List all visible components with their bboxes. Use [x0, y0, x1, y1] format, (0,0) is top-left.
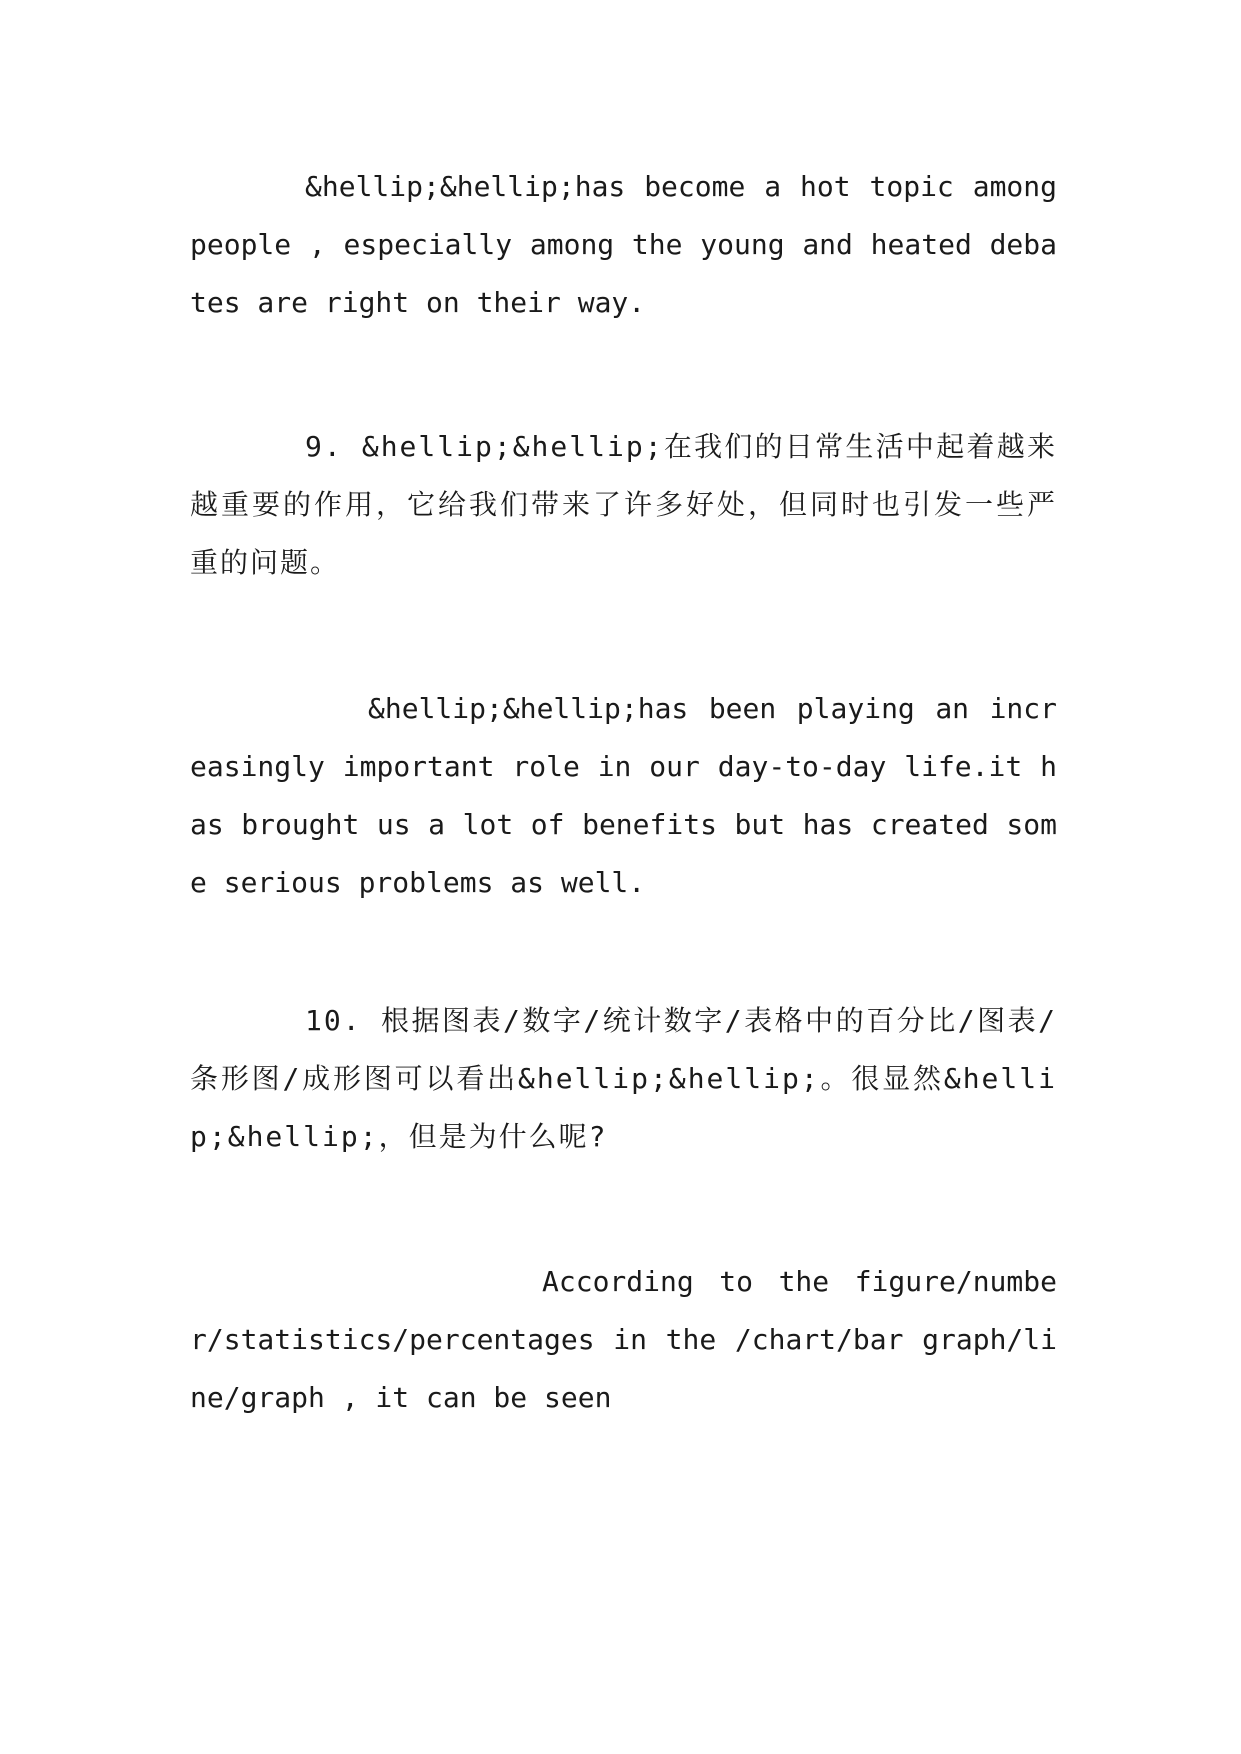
paragraph-item-10-english: According to the figure/number/statistics/percentages in the /chart/bar graph/line/graph , it can be seen [190, 1265, 1057, 1414]
paragraph-item-9-chinese: 9. &hellip;&hellip;在我们的日常生活中起着越来越重要的作用，它给我们带来了许多好处，但同时也引发一些严重的问题。 [190, 430, 1057, 579]
paragraph-item-10-chinese: 10. 根据图表/数字/统计数字/表格中的百分比/图表/条形图/成形图可以看出&hellip;&hellip;。很显然&hellip;&hellip;，但是为什么呢? [190, 1004, 1057, 1153]
paragraph-hot-topic: &hellip;&hellip;has become a hot topic among people , especially among the young and heated debates are right on their way. [190, 170, 1057, 319]
paragraph-item-9-english: &hellip;&hellip;has been playing an increasingly important role in our day-to-day life.it has brought us a lot of benefits but has created some serious problems as well. [190, 692, 1057, 899]
